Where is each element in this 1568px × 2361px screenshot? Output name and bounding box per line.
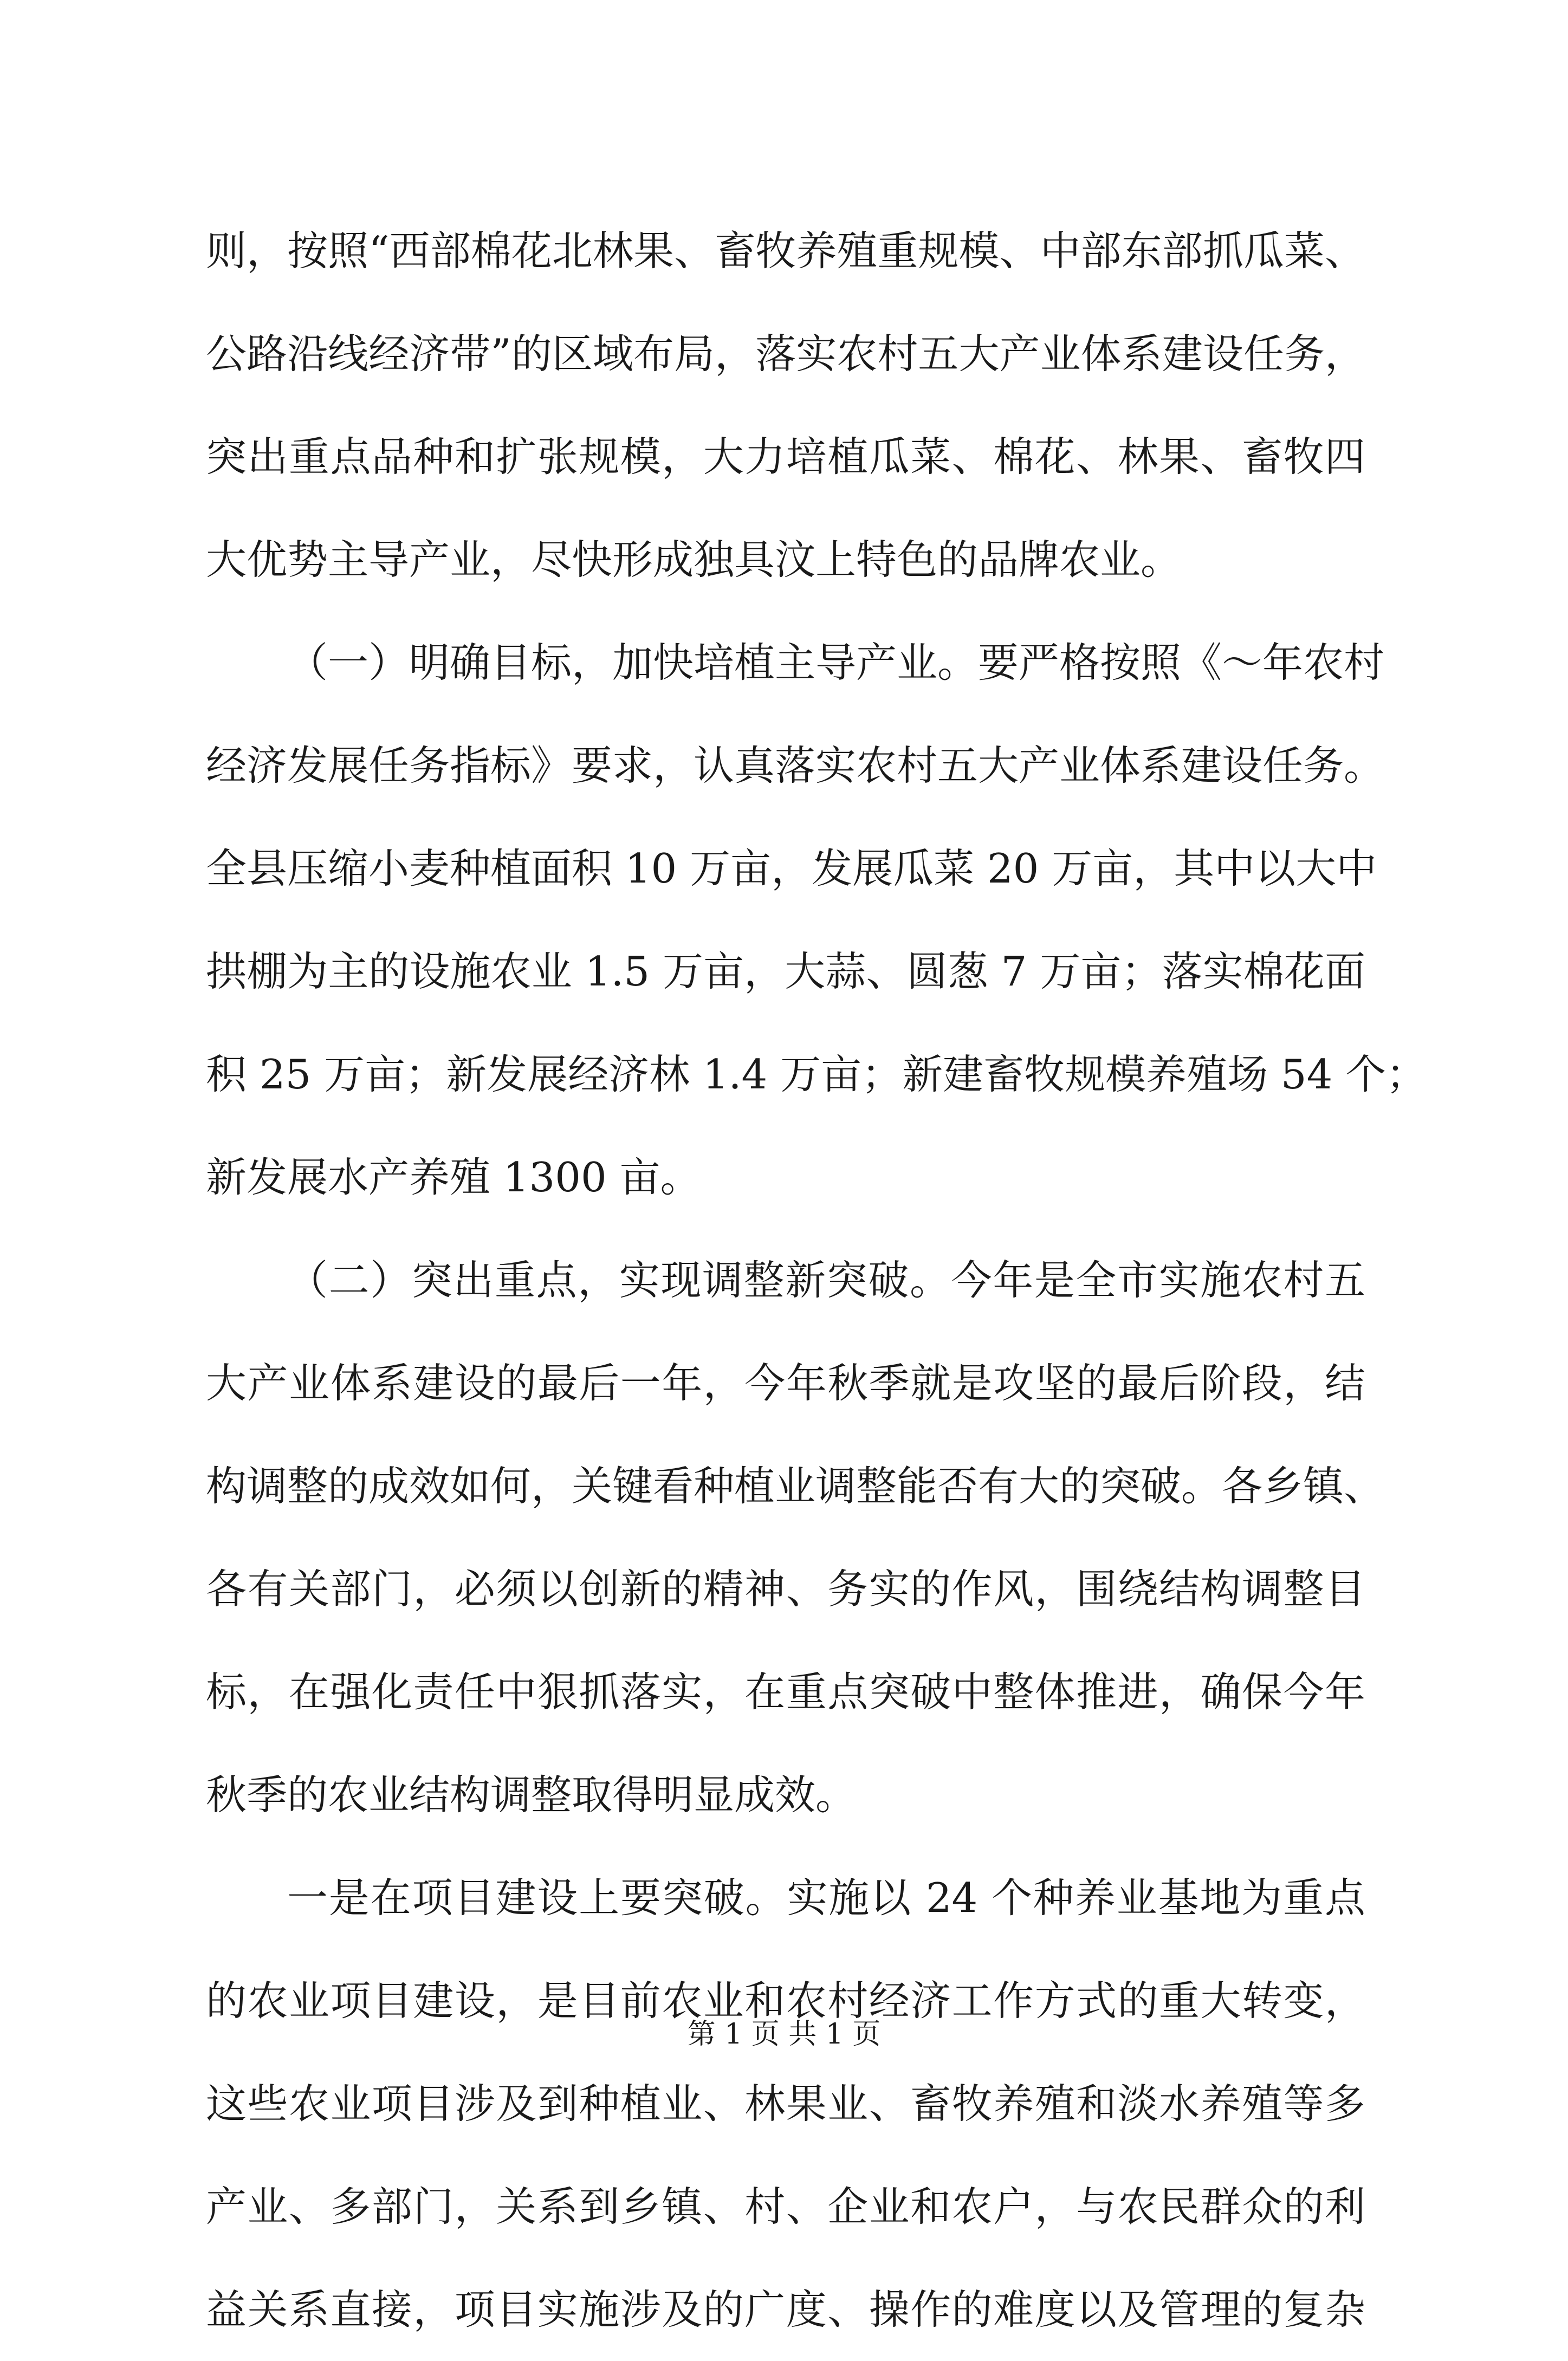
paragraph-intro-continuation xyxy=(206,199,1365,611)
text-line: 大产业体系建设的最后一年，今年秋季就是攻坚的最后阶段，结 xyxy=(206,1359,1365,1407)
text-line: 新发展水产养殖 1300 亩。 xyxy=(206,1153,701,1201)
text-line: 构调整的成效如何，关键看种植业调整能否有大的突破。各乡镇、 xyxy=(206,1462,1385,1510)
text-line: 标，在强化责任中狠抓落实，在重点突破中整体推进，确保今年 xyxy=(206,1668,1365,1716)
text-line: 的农业项目建设，是目前农业和农村经济工作方式的重大转变， xyxy=(206,1977,1365,2025)
text-line: 这些农业项目涉及到种植业、林果业、畜牧养殖和淡水养殖等多 xyxy=(206,2080,1365,2128)
text-line: 则，按照“西部棉花北林果、畜牧养殖重规模、中部东部抓瓜菜、 xyxy=(206,227,1365,275)
paragraph-section-one xyxy=(206,611,1427,1229)
text-line: 一是在项目建设上要突破。实施以 24 个种养业基地为重点 xyxy=(287,1874,1365,1922)
text-line: 产业、多部门，关系到乡镇、村、企业和农户，与农民群众的利 xyxy=(206,2183,1365,2230)
text-line: （二）突出重点，实现调整新突破。今年是全市实施农村五 xyxy=(287,1256,1365,1304)
text-line: 秋季的农业结构调整取得明显成效。 xyxy=(206,1771,857,1819)
text-line: 各有关部门，必须以创新的精神、务实的作风，围绕结构调整目 xyxy=(206,1565,1365,1613)
page-number-label: 第 1 页 共 1 页 xyxy=(687,2018,881,2051)
text-line: 经济发展任务指标》要求，认真落实农村五大产业体系建设任务。 xyxy=(206,742,1385,789)
text-line: 全县压缩小麦种植面积 10 万亩，发展瓜菜 20 万亩，其中以大中 xyxy=(206,845,1377,892)
page-footer xyxy=(0,2015,1568,2053)
text-line: 突出重点品种和扩张规模，大力培植瓜菜、棉花、林果、畜牧四 xyxy=(206,433,1365,481)
text-line: 积 25 万亩；新发展经济林 1.4 万亩；新建畜牧规模养殖场 54 个； xyxy=(206,1050,1427,1098)
text-line: 益关系直接，项目实施涉及的广度、操作的难度以及管理的复杂 xyxy=(206,2286,1365,2333)
text-line: 大优势主导产业，尽快形成独具汶上特色的品牌农业。 xyxy=(206,536,1182,583)
text-line: （一）明确目标，加快培植主导产业。要严格按照《～年农村 xyxy=(287,639,1385,686)
text-line: 公路沿线经济带”的区域布局，落实农村五大产业体系建设任务， xyxy=(206,330,1365,378)
text-line: 拱棚为主的设施农业 1.5 万亩，大蒜、圆葱 7 万亩；落实棉花面 xyxy=(206,948,1365,995)
paragraph-project-construction xyxy=(206,1846,1365,2361)
paragraph-section-two xyxy=(206,1229,1385,1846)
